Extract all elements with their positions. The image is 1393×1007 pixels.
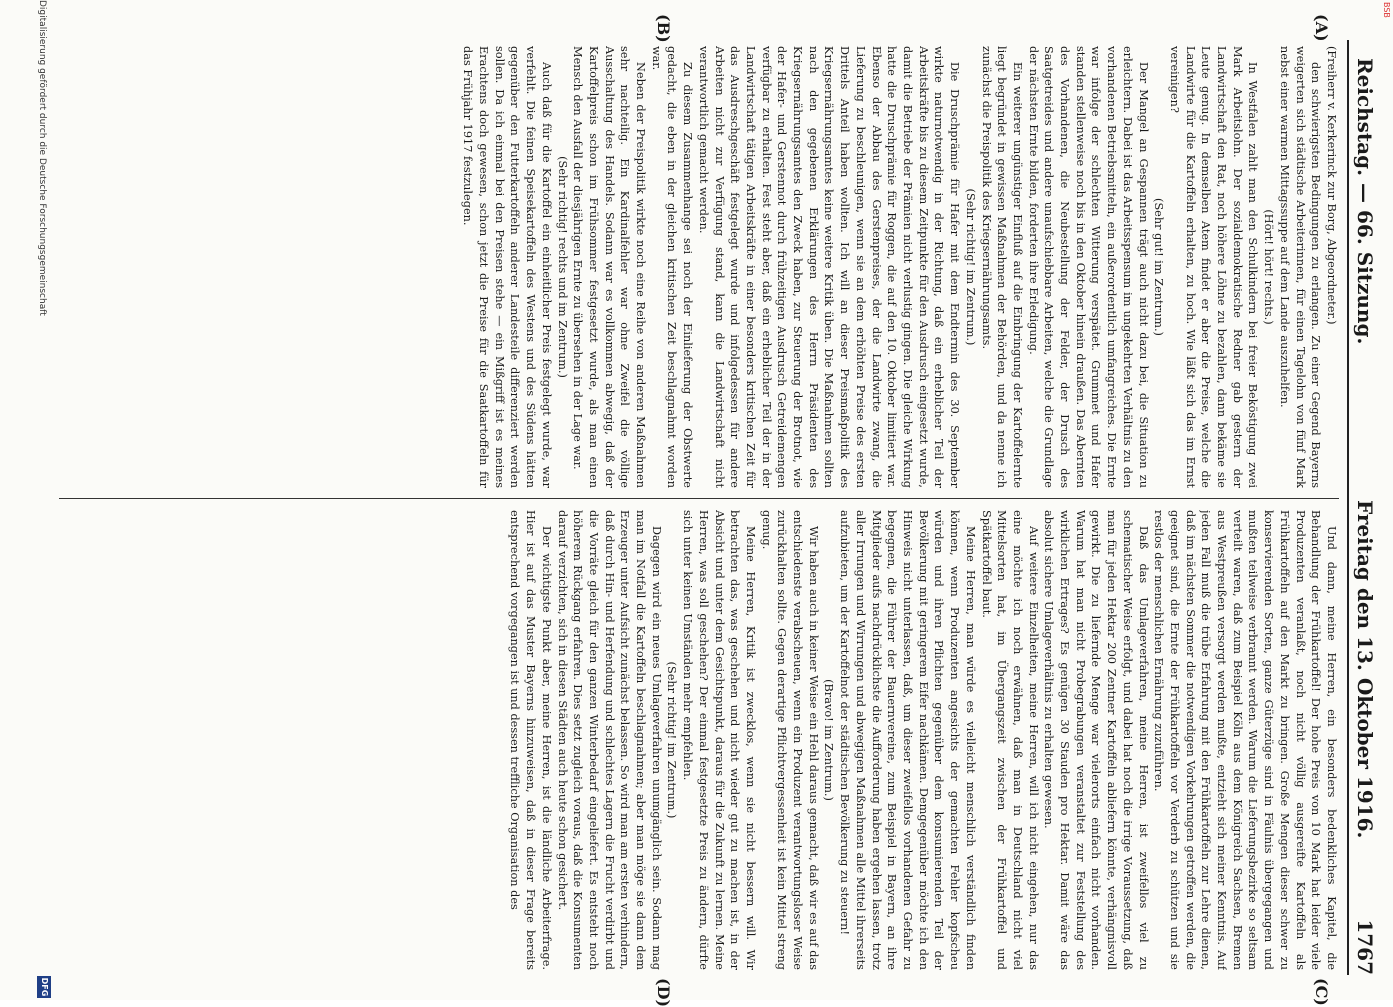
header-rule	[1347, 40, 1349, 975]
bsb-watermark-text: BSB	[1382, 2, 1391, 18]
interjection: (Bravo! im Zentrum.)	[822, 679, 836, 801]
interjection: (Hört! hört! rechts.)	[1262, 209, 1276, 325]
interjection: (Sehr richtig! im Zentrum.)	[963, 188, 977, 346]
paragraph: Ein weiterer ungünstiger Einfluß auf die Einbringung der Kartoffelernte liegt begründet in gewissen Maßnahmen der Behörden, und da nenne ich zunächst die Preispolitik des Kriegsernährungsamts.	[979, 46, 1024, 488]
paragraph: (Freiherr v. Kerkerinck zur Borg, Abgeordneter.)	[1325, 46, 1338, 325]
dfg-logo: DFG	[37, 976, 51, 998]
paragraph: Dagegen wird ein neues Umlageverfahren unumgänglich sein. Sodann mag man im Notfall die Kartoffeln beschlagnahmen; aber man möge sie dann dem Erzeuger unter Aufsicht zunächst belassen. So wird man am ersten verhindern, daß durch Hin- und Herfendung und schlechtes Lagern die Frucht verdirbt und die Vorräte gleich für den ganzen Winterbedarf eingeliefert. Es entsteht noch höherem Rückgang erfahren. Dies setzt zugleich voraus, daß die Konsumenten darauf verzichten, sich in diesen Städten auch heute schon gesichert.	[555, 510, 663, 970]
page-header	[1347, 0, 1381, 975]
paragraph: den schwierigsten Bedingungen zu erlangen. Zu einer Gegend Bayerns weigerten sich städtische Arbeiterinnen, für einen Tagelohn von fünf Mark nebst einer warmen Mittagssuppe auf dem Lande auszuhelfen.	[1277, 46, 1323, 488]
paragraph: Daß das Umlageverfahren, meine Herren, ist zweifellos viel zu schematischer Weise erfolgt, und dabei hat noch die irrige Voraussetzung, daß man für jeden Hektar 200 Zentner Kartoffeln abliefern könnte, verhängnisvoll gewirkt. Die zu liefernde Menge war vielerorts einfach nicht vorhanden. Warum hat man nicht Probegrabungen veranstaltet zur Feststellung des wirklichen Ertrages? Es genügen 30 Stauden pro Hektar. Damit wäre das absolut sichere Umlageverhältnis zu erhalten gewesen.	[1042, 510, 1150, 970]
margin-marker-d: (D)	[654, 978, 673, 1007]
bsb-watermark	[1380, 2, 1392, 16]
paragraph: In Westfalen zahlt man den Schulkindern bei freier Beköstigung zwei Mark Arbeitslohn. Der sozialdemokratische Redner gab gestern der Landwirtschaft den Rat, noch höhere Löhne zu bezahlen, dann bekäme sie Leute genug. In demselben Atem findet er aber die Preise, welche die Landwirte für die Kartoffeln erhalten, zu hoch. Wie läßt sich das im Ernst vereinigen?	[1167, 46, 1260, 488]
paragraph: Neben der Preispolitik wirkte noch eine Reihe von anderen Maßnahmen sehr nachteilig. Ein Kardinalfehler war ohne Zweifel die völlige Ausschaltung des Handels. Sodann war es vollkommen abwegig, daß der Kartoffelpreis schon im Frühsommer festgesetzt wurde, als man einen Mensch den Ausfall der diesjährigen Ernte zu übersehen in der Lage war.	[571, 46, 648, 488]
interjection: (Sehr gut! im Zentrum.)	[1152, 198, 1166, 336]
text-column-left	[54, 46, 1339, 488]
paragraph: Meine Herren, man würde es vielleicht menschlich verständlich finden können, wenn Produzenten angesichts der gemachten Fehler kopfscheu würden und ihren Pflichten gegenüber dem konsumierenden Teil der Bevölkerung mit geringerem Eifer nachkämen. Demgegenüber möchte ich den Hinweis nicht unterlassen, daß, um dieser zweifellos vorhandenen Gefahr zu begegnen, die Führer der Bauernvereine, zum Beispiel in Bayern, an ihre Mitglieder aufs nachdrücklichste die Aufforderung haben ergehen lassen, trotz aller Irrungen und Wirrungen und abwegigen Maßnahmen alle Mittel ihrerseits aufzubieten, um der Kartoffelnot der städtischen Bevölkerung zu steuern!	[838, 510, 977, 970]
paragraph: Meine Herren, Kritik ist zwecklos, wenn sie nicht bessern will. Wir betrachten das, was geschehen und nicht wieder gut zu machen ist, in der Absicht und unter dem Gesichtspunkt, daraus für die Zukunft zu lernen. Meine Herren, was soll geschehen? Der einmal festgesetzte Preis zu ändern, dürfte sich unter keinen Umständen mehr empfehlen.	[681, 510, 757, 970]
interjection: (Sehr richtig! im Zentrum.)	[665, 661, 679, 819]
paragraph: Auf weitere Einzelheiten, meine Herren, will ich nicht eingehen, nur das eine möchte ich noch erwähnen, daß man in Deutschland nicht viel Mittelsorten hat, im Übergangszeit zwischen der Frühkartoffel und Spätkartoffel baut.	[979, 510, 1040, 970]
digitization-credit: Digitalisierung gefördert durch die Deutsche Forschungsgemeinschaft	[37, 0, 47, 316]
page-number: 1767	[1353, 919, 1377, 975]
header-left-title: Reichstag. — 66. Sitzung.	[1353, 58, 1377, 345]
column-divider	[59, 498, 1339, 499]
margin-marker-b: (B)	[654, 14, 673, 43]
paragraph: Und dann, meine Herren, ein besonders bedenkliches Kapitel, die Behandlung der Frühkartoffel! Der hohe Preis von 10 Mark hat leider viele Produzenten veranlaßt, noch nicht völlig ausgereifte Kartoffeln als Frühkartoffeln auf den Markt zu bringen. Große Mengen dieser schwer zu konservierenden Sorten, ganze Güterzüge sind in Fäulnis übergegangen und mußten teilweise verbrannt werden. Warum die Lieferungsbezirke so seltsam verteilt waren, daß zum Beispiel Köln aus dem Königreich Sachsen, Bremen aus Westpreußen versorgt werden mußte, entzieht sich meiner Kenntnis. Auf jeden Fall muß die trübe Erfahrung mit den Frühkartoffeln zur Lehre dienen, daß im nächsten Sommer die notwendigen Vorkehrungen getroffen werden, die geeignet sind, die Ernte der Frühkartoffeln vor Verderb zu schützen und sie restlos der menschlichen Ernährung zuzuführen.	[1152, 510, 1338, 970]
paragraph: Wir haben auch in keiner Weise ein Hehl daraus gemacht, daß wir es auf das entschiedenste verabscheuen, wenn ein Produzent verantwortungsloser Weise zurückhalten sollte. Gegen derartige Pflichtvergessenheit ist kein Mittel streng genug.	[759, 510, 820, 970]
margin-marker-a: (A)	[1312, 14, 1331, 42]
paragraph: Auch daß für die Kartoffel ein einheitlicher Preis festgelegt wurde, war verfehlt. Die feinen Speisekartoffeln des Westens und des Südens hätten gegenüber den Futterkartoffeln anderer Landesteile differenziert werden sollen. Da ich einmal bei den Preisen stehe — ein Mißgriff ist es meines Erachtens doch gewesen, schon jetzt die Preise für die Saatkartoffeln für das Frühjahr 1917 festzulegen.	[461, 46, 553, 488]
interjection: (Sehr richtig! rechts und im Zentrum.)	[555, 156, 569, 378]
paragraph: Der Mangel an Gespannen trägt auch nicht dazu bei, die Situation zu erleichtern. Dabei ist das Arbeitsspensum im ungekehrten Verhältnis zu den vorhandenen Betriebsmitteln, ein außerordentlich umfangreiches. Die Ernte war infolge der schlechten Witterung verspätet. Grummet und Hafer standen stellenweise noch bis in den Oktober hinein draußen. Das Abernten des Vorhandenen, die Neubestellung der Felder, der Drusch des Saatgetreides und andere unaufschiebbare Arbeiten, welche die Grundlage der nächsten Ernte bilden, forderten ihre Erledigung.	[1026, 46, 1150, 488]
header-date: Freitag den 13. Oktober 1916.	[1353, 500, 1377, 839]
paragraph: Die Druschprämie für Hafer mit dem Endtermin des 30. September wirkte naturnotwendig in der Richtung, daß ein erheblicher Teil der Arbeitskräfte bis zu diesem Zeitpunkte für den Ausdrusch eingesetzt wurde, damit die Betriebe der Prämien nicht verlustig gingen. Die gleiche Wirkung hatte die Druschprämie für Roggen, die auf den 10. Oktober limitiert war. Ebenso der Abbau des Gerstenpreises, der die Landwirte zwang, die Lieferung zu beschleunigen, wenn sie an dem erhöhten Preise des ersten Drittels Anteil haben wollten. Ich will an dieser Preismaßpolitik des Kriegsernährungsamtes keine weitere Kritik üben. Die Maßnahmen sollten nach den gegebenen Erklärungen des Herrn Präsidenten des Kriegsernährungsamtes den Zweck haben, zur Steuerung der Brotnot, wie der Hafer- und Gerstennot durch frühzeitigen Ausdrusch Getreidemengen verfügbar zu erhalten. Fest steht aber, daß ein erheblicher Teil der in der Landwirtschaft tätigen Arbeitskräfte in einer besonders kritischen Zeit für das Ausdreschgeschäft festgelegt wurde und infolgedessen für andere Arbeiten nicht zur Verfügung stand, kann die Landwirtschaft nicht verantwortlich gemacht werden.	[696, 46, 962, 488]
text-column-right	[54, 510, 1339, 970]
margin-marker-c: (C)	[1312, 978, 1331, 1006]
paragraph: Zu diesem Zusammenhange sei noch der Einlieferung der Obstwerte gedacht, die eben in der gleichen kritischen Zeit beschlagnahmt worden war.	[649, 46, 695, 488]
paragraph: Der wichtigste Punkt aber, meine Herren, ist die ländliche Arbeiterfrage. Hier ist auf das Muster Bayerns hinzuweisen, daß in dieser Frage bereits entsprechend vorgegangen ist und dessen treffliche Organisation des	[508, 510, 553, 970]
